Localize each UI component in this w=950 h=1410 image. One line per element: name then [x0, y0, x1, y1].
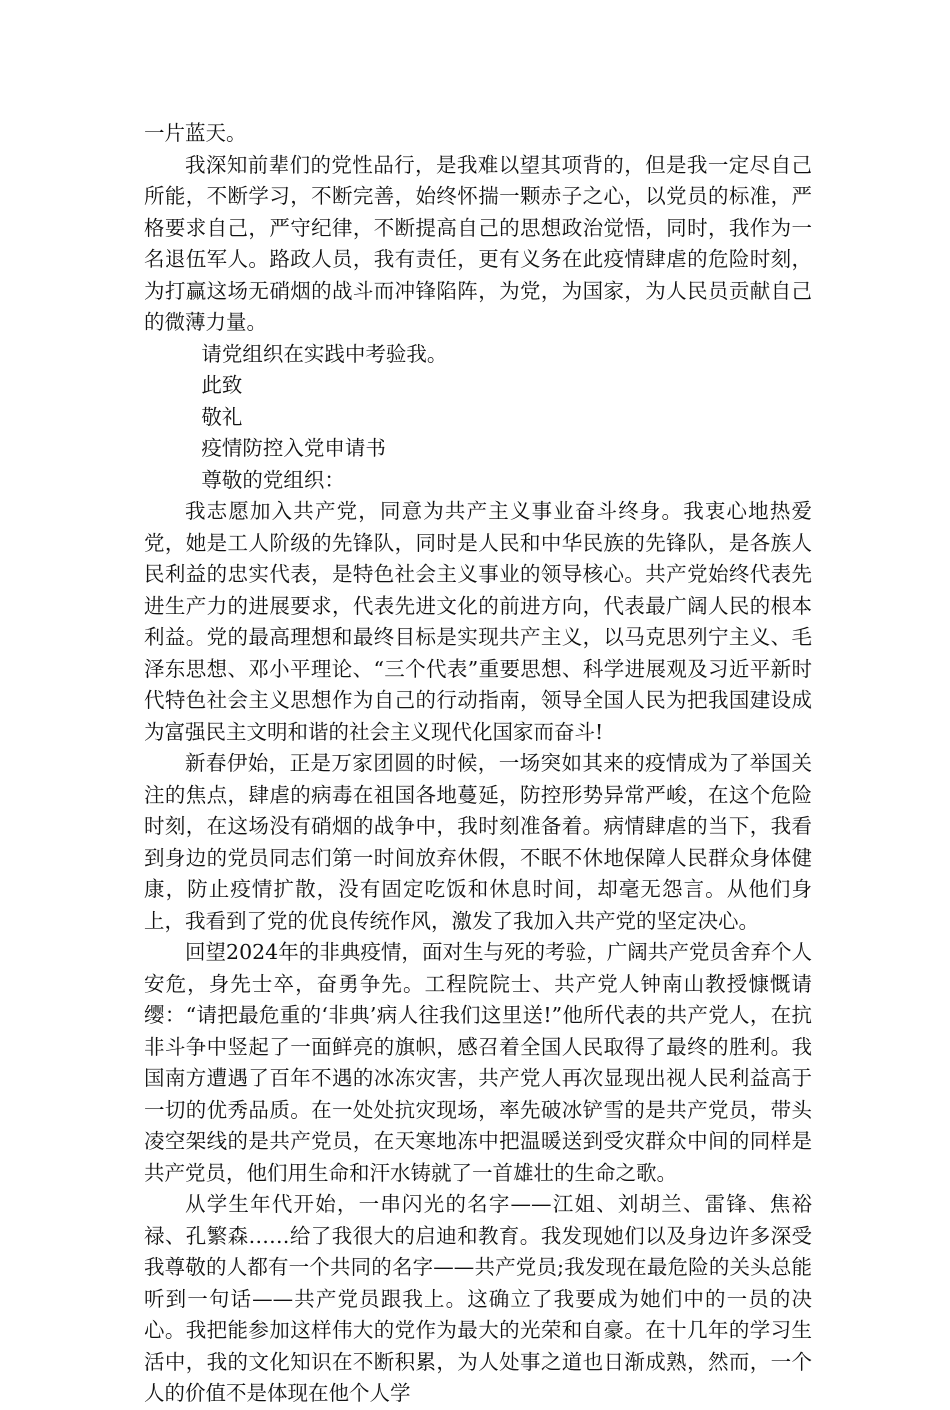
paragraph-pledge: 我深知前辈们的党性品行，是我难以望其项背的，但是我一定尽自己所能，不断学习，不断完善，始终怀揣一颗赤子之心，以党员的标准，严格要求自己，严守纪律，不断提高自己的思想政治觉悟，同时，我作为一名退伍军人。路政人员，我有责任，更有义务在此疫情肆虐的危险时刻，为打赢这场无硝烟的战斗而冲锋陷阵，为党，为国家，为人民员贡献自己的微薄力量。	[144, 152, 812, 334]
paragraph-review: 回望2024年的非典疫情，面对生与死的考验，广阔共产党员舍弃个人安危，身先士卒，奋勇争先。工程院院士、共产党人钟南山教授慷慨请缨：“请把最危重的‘非典’病人往我们这里送!”他所代表的共产党人，在抗非斗争中竖起了一面鲜亮的旗帜，感召着全国人民取得了最终的胜利。我国南方遭遇了百年不遇的冰冻灾害，共产党人再次显现出视人民利益高于一切的优秀品质。在一处处抗灾现场，率先破冰铲雪的是共产党员，带头凌空架线的是共产党员，在天寒地冻中把温暖送到受灾群众中间的同样是共产党员，他们用生命和汗水铸就了一首雄壮的生命之歌。	[144, 940, 812, 1185]
document-title: 疫情防控入党申请书	[201, 436, 386, 460]
salutation-cizhi: 此致	[201, 373, 243, 397]
paragraph-student-years: 从学生年代开始，一串闪光的名字——江姐、刘胡兰、雷锋、焦裕禄、孔繁森……给了我很大的启迪和教育。我发现她们以及身边许多深受我尊敬的人都有一个共同的名字——共产党员;我发现在最危险的关头总能听到一句话——共产党员跟我上。这确立了我要成为她们中的一员的决心。我把能参加这样伟大的党作为最大的光荣和自豪。在十几年的学习生活中，我的文化知识在不断积累，为人处事之道也日渐成熟，然而，一个人的价值不是体现在他个人学	[144, 1192, 812, 1405]
request-line: 请党组织在实践中考验我。	[201, 341, 448, 366]
greeting: 尊敬的党组织：	[201, 467, 345, 492]
document-body	[144, 118, 812, 1410]
paragraph-volunteer: 我志愿加入共产党，同意为共产主义事业奋斗终身。我衷心地热爱党，她是工人阶级的先锋队，同时是人民和中华民族的先锋队，是各族人民利益的忠实代表，是特色社会主义事业的领导核心。共产党始终代表先进生产力的进展要求，代表先进文化的前进方向，代表最广阔人民的根本利益。党的最高理想和最终目标是实现共产主义，以马克思列宁主义、毛泽东思想、邓小平理论、“三个代表”重要思想、科学进展观及习近平新时代特色社会主义思想作为自己的行动指南，领导全国人民为把我国建设成为富强民主文明和谐的社会主义现代化国家而奋斗!	[144, 499, 812, 744]
salutation-jingli: 敬礼	[201, 404, 243, 429]
paragraph-continuation: 一片蓝天。	[144, 121, 247, 145]
paragraph-new-spring: 新春伊始，正是万家团圆的时候，一场突如其来的疫情成为了举国关注的焦点，肆虐的病毒在祖国各地蔓延，防控形势异常严峻，在这个危险时刻，在这场没有硝烟的战争中，我时刻准备着。病情肆虐的当下，我看到身边的党员同志们第一时间放弃休假，不眠不休地保障人民群众身体健康，防止疫情扩散，没有固定吃饭和休息时间，却毫无怨言。从他们身上，我看到了党的优良传统作风，激发了我加入共产党的坚定决心。	[144, 751, 812, 933]
